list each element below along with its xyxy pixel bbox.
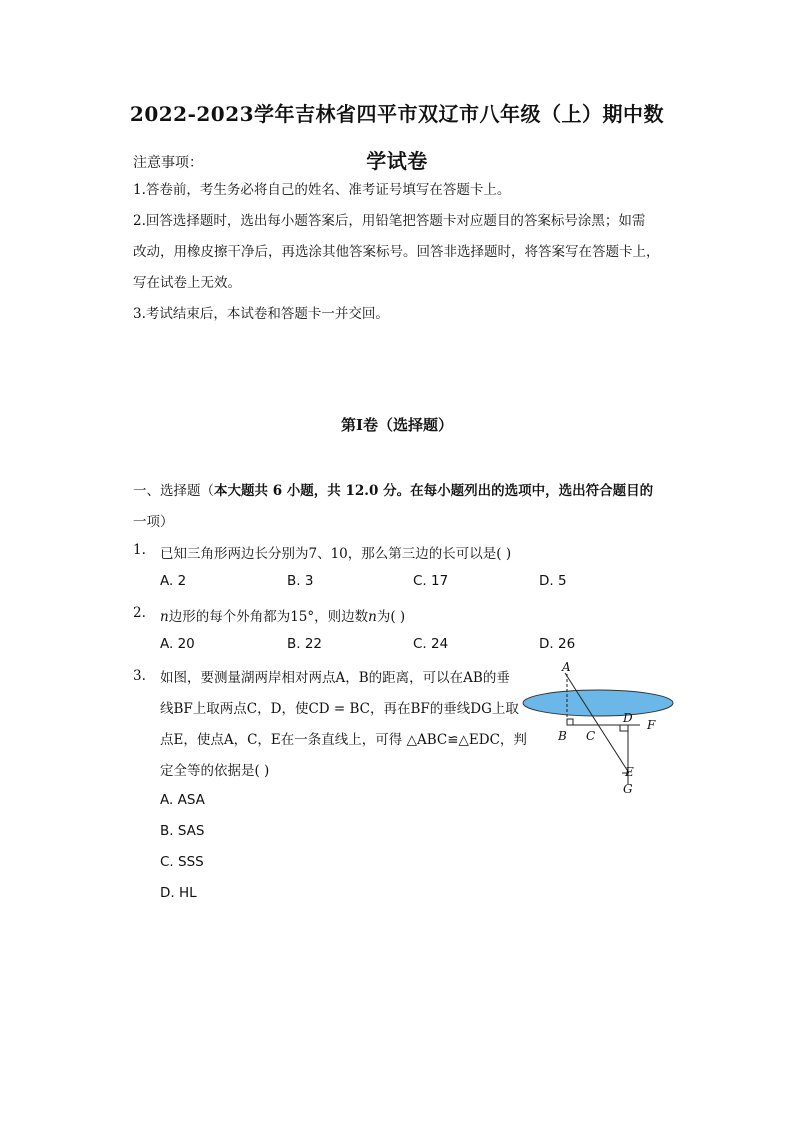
notice-item-2b: 改动，用橡皮擦干净后，再选涂其他答案标号。回答非选择题时，将答案写在答题卡上， bbox=[133, 244, 660, 260]
notice-item-3: 3.考试结束后，本试卷和答题卡一并交回。 bbox=[133, 306, 389, 322]
label-d: D bbox=[623, 711, 633, 725]
label-c: C bbox=[586, 729, 596, 743]
question-2-mid: 边形的每个外角都为15°，则边数 bbox=[168, 609, 369, 625]
part-one-prefix: 一、选择题（ bbox=[133, 483, 214, 499]
question-2-option-c: C. 24 bbox=[413, 636, 449, 652]
question-2-option-b: B. 22 bbox=[287, 636, 323, 652]
question-3-line-1: 如图，要测量湖两岸相对两点A，B的距离，可以在AB的垂 bbox=[160, 670, 510, 686]
question-1-text: 已知三角形两边长分别为7、10，那么第三边的长可以是( ) bbox=[160, 546, 512, 562]
part-one-line-2: 一项） bbox=[133, 514, 174, 530]
question-3-option-b: B. SAS bbox=[160, 823, 205, 839]
question-2-option-a: A. 20 bbox=[160, 636, 195, 652]
question-3-text bbox=[160, 663, 540, 787]
label-b: B bbox=[558, 729, 567, 743]
question-3-number: 3. bbox=[133, 668, 146, 684]
question-3-line-3: 点E，使点A，C，E在一条直线上，可得 △ABC≌△EDC，判 bbox=[160, 732, 527, 748]
notice-item-1: 1.答卷前，考生务必将自己的姓名、准考证号填写在答题卡上。 bbox=[133, 182, 511, 198]
question-1-option-a: A. 2 bbox=[160, 573, 187, 589]
section-title: 第I卷（选择题） bbox=[340, 416, 454, 434]
notice-block bbox=[133, 175, 663, 330]
notice-item-2c: 写在试卷上无效。 bbox=[133, 275, 241, 291]
question-1-option-d: D. 5 bbox=[539, 573, 567, 589]
question-2-var: n bbox=[160, 609, 169, 625]
question-3-line-2: 线BF上取两点C，D，使CD = BC，再在BF的垂线DG上取 bbox=[160, 701, 519, 717]
label-g: G bbox=[623, 782, 633, 796]
part-one-heading bbox=[133, 476, 663, 538]
part-one-bold: 本大题共 6 小题，共 12.0 分。在每小题列出的选项中，选出符合题目的 bbox=[214, 483, 654, 499]
label-e: E bbox=[625, 765, 634, 779]
label-f: F bbox=[647, 718, 656, 732]
label-a: A bbox=[562, 660, 571, 674]
document-title-line-1: 2022-2023学年吉林省四平市双辽市八年级（上）期中数 bbox=[129, 102, 665, 126]
question-1-option-c: C. 17 bbox=[413, 573, 449, 589]
question-2-text bbox=[160, 605, 405, 625]
line-ae bbox=[565, 673, 629, 773]
question-3-option-c: C. SSS bbox=[160, 854, 204, 870]
right-angle-b bbox=[567, 719, 573, 725]
geometry-figure bbox=[520, 660, 690, 800]
question-3-line-4: 定全等的依据是( ) bbox=[160, 763, 270, 779]
document-title-line-2: 学试卷 bbox=[366, 149, 428, 173]
question-3-option-d: D. HL bbox=[160, 885, 197, 901]
question-1-option-b: B. 3 bbox=[287, 573, 314, 589]
notice-item-2a: 2.回答选择题时，选出每小题答案后，用铅笔把答题卡对应题目的答案标号涂黑；如需 bbox=[133, 213, 646, 229]
question-2-end: 为( ) bbox=[376, 609, 406, 625]
right-angle-d bbox=[620, 725, 628, 731]
question-1-number: 1. bbox=[133, 542, 146, 558]
notice-heading: 注意事项： bbox=[133, 155, 203, 171]
question-2-number: 2. bbox=[133, 605, 146, 621]
lake-ellipse bbox=[523, 690, 673, 716]
question-3-option-a: A. ASA bbox=[160, 792, 205, 808]
question-2-option-d: D. 26 bbox=[539, 636, 576, 652]
question-2-var-2: n bbox=[368, 609, 377, 625]
